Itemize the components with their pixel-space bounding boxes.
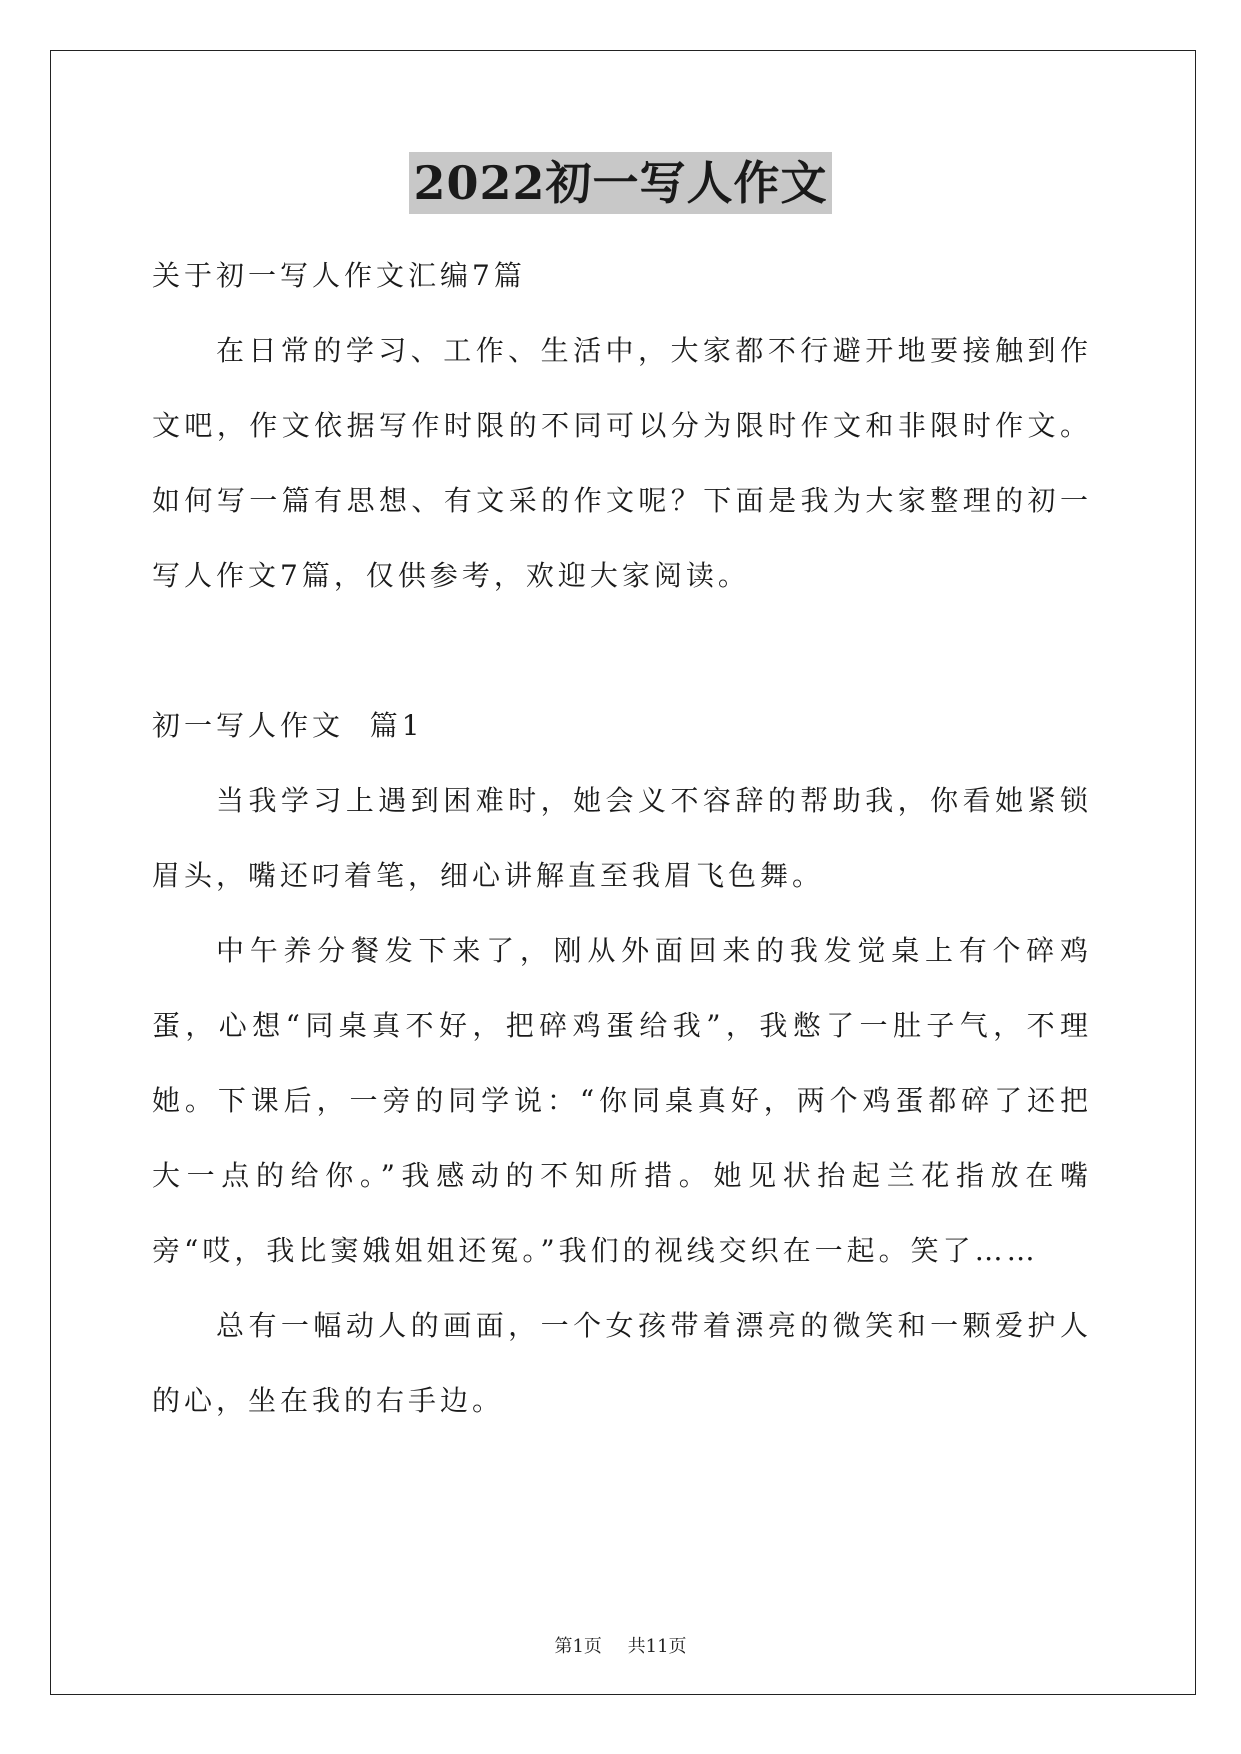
body-paragraph: 中午养分餐发下来了，刚从外面回来的我发觉桌上有个碎鸡蛋，心想“同桌真不好，把碎鸡蛋给我”，我憋了一肚子气，不理她。下课后，一旁的同学说：“你同桌真好，两个鸡蛋都碎了还把大一点的给你。”我感动的不知所措。她见状抬起兰花指放在嘴旁“哎，我比窦娥姐姐还冤。”我们的视线交织在一起。笑了…… bbox=[152, 934, 1092, 1267]
document-subtitle: 关于初一写人作文汇编7篇 bbox=[152, 259, 526, 292]
document-body bbox=[152, 238, 1092, 1438]
section-heading: 初一写人作文 篇1 bbox=[152, 709, 424, 742]
intro-paragraph: 在日常的学习、工作、生活中，大家都不行避开地要接触到作文吧，作文依据写作时限的不同可以分为限时作文和非限时作文。如何写一篇有思想、有文采的作文呢？下面是我为大家整理的初一写人作文7篇，仅供参考，欢迎大家阅读。 bbox=[152, 334, 1092, 592]
body-paragraph: 总有一幅动人的画面，一个女孩带着漂亮的微笑和一颗爱护人的心，坐在我的右手边。 bbox=[152, 1309, 1092, 1417]
body-paragraph: 当我学习上遇到困难时，她会义不容辞的帮助我，你看她紧锁眉头，嘴还叼着笔，细心讲解直至我眉飞色舞。 bbox=[152, 784, 1092, 892]
page-number: 第1页 bbox=[554, 1636, 602, 1657]
page-total: 共11页 bbox=[627, 1636, 687, 1657]
document-title: 2022初一写人作文 bbox=[409, 152, 831, 214]
page-footer bbox=[0, 1632, 1241, 1658]
title-container bbox=[0, 152, 1241, 214]
